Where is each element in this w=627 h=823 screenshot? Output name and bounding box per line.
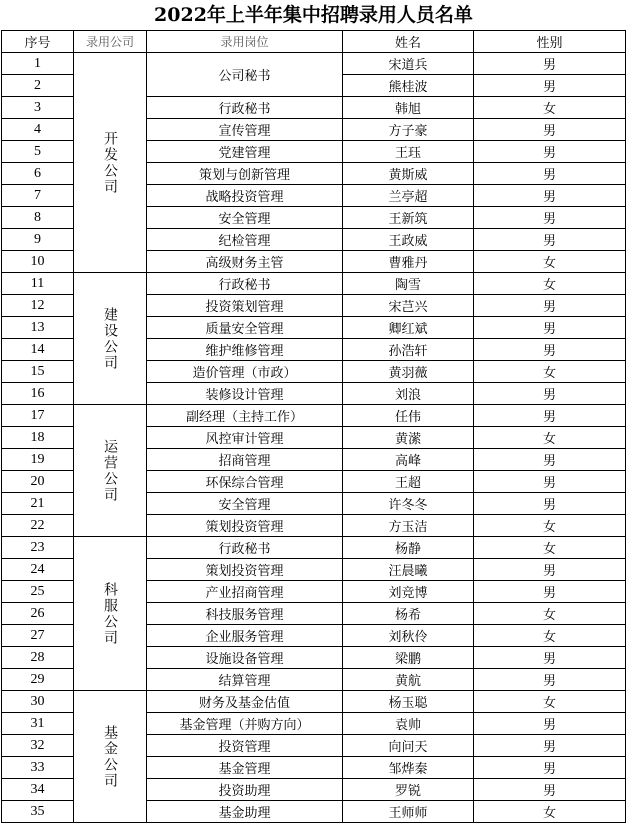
row-number: 10 — [2, 251, 74, 273]
name-cell: 许冬冬 — [343, 493, 474, 515]
row-number: 27 — [2, 625, 74, 647]
position-cell: 行政秘书 — [147, 273, 343, 295]
name-cell: 熊桂波 — [343, 75, 474, 97]
gender-cell: 男 — [474, 339, 626, 361]
gender-cell: 女 — [474, 97, 626, 119]
row-number: 4 — [2, 119, 74, 141]
gender-cell: 男 — [474, 493, 626, 515]
row-number: 3 — [2, 97, 74, 119]
name-cell: 袁帅 — [343, 713, 474, 735]
gender-cell: 女 — [474, 251, 626, 273]
table-row — [2, 273, 626, 295]
position-cell: 战略投资管理 — [147, 185, 343, 207]
name-cell: 罗锐 — [343, 779, 474, 801]
name-cell: 杨玉聪 — [343, 691, 474, 713]
position-cell: 招商管理 — [147, 449, 343, 471]
gender-cell: 男 — [474, 471, 626, 493]
gender-cell: 男 — [474, 581, 626, 603]
name-cell: 王超 — [343, 471, 474, 493]
position-cell: 造价管理（市政） — [147, 361, 343, 383]
row-number: 21 — [2, 493, 74, 515]
name-cell: 杨静 — [343, 537, 474, 559]
name-cell: 黄潆 — [343, 427, 474, 449]
gender-cell: 男 — [474, 119, 626, 141]
company-cell: 科服公司 — [74, 537, 147, 691]
position-cell: 行政秘书 — [147, 97, 343, 119]
header-gender: 性别 — [474, 31, 626, 53]
gender-cell: 女 — [474, 361, 626, 383]
row-number: 1 — [2, 53, 74, 75]
position-cell: 基金管理（并购方向） — [147, 713, 343, 735]
gender-cell: 男 — [474, 669, 626, 691]
name-cell: 刘秋伶 — [343, 625, 474, 647]
gender-cell: 女 — [474, 691, 626, 713]
row-number: 13 — [2, 317, 74, 339]
position-cell: 产业招商管理 — [147, 581, 343, 603]
name-cell: 刘浪 — [343, 383, 474, 405]
row-number: 17 — [2, 405, 74, 427]
table-row — [2, 405, 626, 427]
position-cell: 风控审计管理 — [147, 427, 343, 449]
gender-cell: 男 — [474, 229, 626, 251]
position-cell: 宣传管理 — [147, 119, 343, 141]
position-cell: 投资助理 — [147, 779, 343, 801]
name-cell: 韩旭 — [343, 97, 474, 119]
page-title: 2022年上半年集中招聘录用人员名单 — [154, 4, 473, 26]
gender-cell: 男 — [474, 405, 626, 427]
name-cell: 黄航 — [343, 669, 474, 691]
gender-cell: 男 — [474, 449, 626, 471]
position-cell: 安全管理 — [147, 493, 343, 515]
position-cell: 投资管理 — [147, 735, 343, 757]
position-cell: 投资策划管理 — [147, 295, 343, 317]
position-cell: 行政秘书 — [147, 537, 343, 559]
name-cell: 邹烨秦 — [343, 757, 474, 779]
name-cell: 陶雪 — [343, 273, 474, 295]
position-cell: 结算管理 — [147, 669, 343, 691]
company-cell: 运营公司 — [74, 405, 147, 537]
name-cell: 梁鹏 — [343, 647, 474, 669]
company-cell: 基金公司 — [74, 691, 147, 823]
position-cell: 基金管理 — [147, 757, 343, 779]
row-number: 29 — [2, 669, 74, 691]
position-cell: 安全管理 — [147, 207, 343, 229]
name-cell: 黄羽薇 — [343, 361, 474, 383]
gender-cell: 男 — [474, 317, 626, 339]
position-cell: 策划与创新管理 — [147, 163, 343, 185]
gender-cell: 女 — [474, 801, 626, 823]
gender-cell: 女 — [474, 515, 626, 537]
row-number: 23 — [2, 537, 74, 559]
gender-cell: 女 — [474, 625, 626, 647]
name-cell: 黄斯威 — [343, 163, 474, 185]
position-cell: 财务及基金估值 — [147, 691, 343, 713]
name-cell: 王师师 — [343, 801, 474, 823]
position-cell: 企业服务管理 — [147, 625, 343, 647]
gender-cell: 男 — [474, 383, 626, 405]
row-number: 5 — [2, 141, 74, 163]
row-number: 19 — [2, 449, 74, 471]
name-cell: 孙浩轩 — [343, 339, 474, 361]
roster-table — [1, 30, 626, 823]
gender-cell: 男 — [474, 185, 626, 207]
row-number: 30 — [2, 691, 74, 713]
row-number: 12 — [2, 295, 74, 317]
row-number: 31 — [2, 713, 74, 735]
gender-cell: 男 — [474, 713, 626, 735]
table-row — [2, 537, 626, 559]
gender-cell: 男 — [474, 735, 626, 757]
position-cell: 公司秘书 — [147, 53, 343, 97]
name-cell: 王政威 — [343, 229, 474, 251]
name-cell: 刘竞博 — [343, 581, 474, 603]
row-number: 16 — [2, 383, 74, 405]
gender-cell: 女 — [474, 427, 626, 449]
roster-body — [2, 53, 626, 823]
gender-cell: 男 — [474, 75, 626, 97]
gender-cell: 男 — [474, 295, 626, 317]
gender-cell: 男 — [474, 163, 626, 185]
header-name: 姓名 — [343, 31, 474, 53]
row-number: 11 — [2, 273, 74, 295]
gender-cell: 女 — [474, 273, 626, 295]
gender-cell: 男 — [474, 779, 626, 801]
header-no: 序号 — [2, 31, 74, 53]
name-cell: 曹雅丹 — [343, 251, 474, 273]
row-number: 8 — [2, 207, 74, 229]
row-number: 25 — [2, 581, 74, 603]
gender-cell: 男 — [474, 207, 626, 229]
row-number: 28 — [2, 647, 74, 669]
position-cell: 质量安全管理 — [147, 317, 343, 339]
row-number: 26 — [2, 603, 74, 625]
name-cell: 卿红斌 — [343, 317, 474, 339]
position-cell: 高级财务主管 — [147, 251, 343, 273]
row-number: 9 — [2, 229, 74, 251]
row-number: 6 — [2, 163, 74, 185]
position-cell: 环保综合管理 — [147, 471, 343, 493]
gender-cell: 男 — [474, 757, 626, 779]
position-cell: 装修设计管理 — [147, 383, 343, 405]
row-number: 22 — [2, 515, 74, 537]
row-number: 18 — [2, 427, 74, 449]
name-cell: 宋道兵 — [343, 53, 474, 75]
position-cell: 科技服务管理 — [147, 603, 343, 625]
company-cell: 建设公司 — [74, 273, 147, 405]
table-row — [2, 53, 626, 75]
name-cell: 兰亭超 — [343, 185, 474, 207]
gender-cell: 男 — [474, 559, 626, 581]
name-cell: 杨希 — [343, 603, 474, 625]
row-number: 35 — [2, 801, 74, 823]
name-cell: 向问天 — [343, 735, 474, 757]
header-company: 录用公司 — [74, 31, 147, 53]
gender-cell: 女 — [474, 537, 626, 559]
gender-cell: 女 — [474, 603, 626, 625]
header-position: 录用岗位 — [147, 31, 343, 53]
name-cell: 方子豪 — [343, 119, 474, 141]
position-cell: 纪检管理 — [147, 229, 343, 251]
row-number: 34 — [2, 779, 74, 801]
row-number: 15 — [2, 361, 74, 383]
gender-cell: 男 — [474, 141, 626, 163]
row-number: 20 — [2, 471, 74, 493]
company-cell: 开发公司 — [74, 53, 147, 273]
row-number: 33 — [2, 757, 74, 779]
position-cell: 副经理（主持工作） — [147, 405, 343, 427]
row-number: 7 — [2, 185, 74, 207]
position-cell: 策划投资管理 — [147, 515, 343, 537]
name-cell: 任伟 — [343, 405, 474, 427]
position-cell: 党建管理 — [147, 141, 343, 163]
name-cell: 方玉洁 — [343, 515, 474, 537]
header-row — [2, 31, 626, 53]
row-number: 2 — [2, 75, 74, 97]
position-cell: 维护维修管理 — [147, 339, 343, 361]
position-cell: 设施设备管理 — [147, 647, 343, 669]
name-cell: 王珏 — [343, 141, 474, 163]
name-cell: 宋芑兴 — [343, 295, 474, 317]
row-number: 24 — [2, 559, 74, 581]
gender-cell: 男 — [474, 53, 626, 75]
name-cell: 王新筑 — [343, 207, 474, 229]
position-cell: 策划投资管理 — [147, 559, 343, 581]
position-cell: 基金助理 — [147, 801, 343, 823]
gender-cell: 男 — [474, 647, 626, 669]
table-row — [2, 691, 626, 713]
name-cell: 汪晨曦 — [343, 559, 474, 581]
name-cell: 高峰 — [343, 449, 474, 471]
row-number: 14 — [2, 339, 74, 361]
row-number: 32 — [2, 735, 74, 757]
